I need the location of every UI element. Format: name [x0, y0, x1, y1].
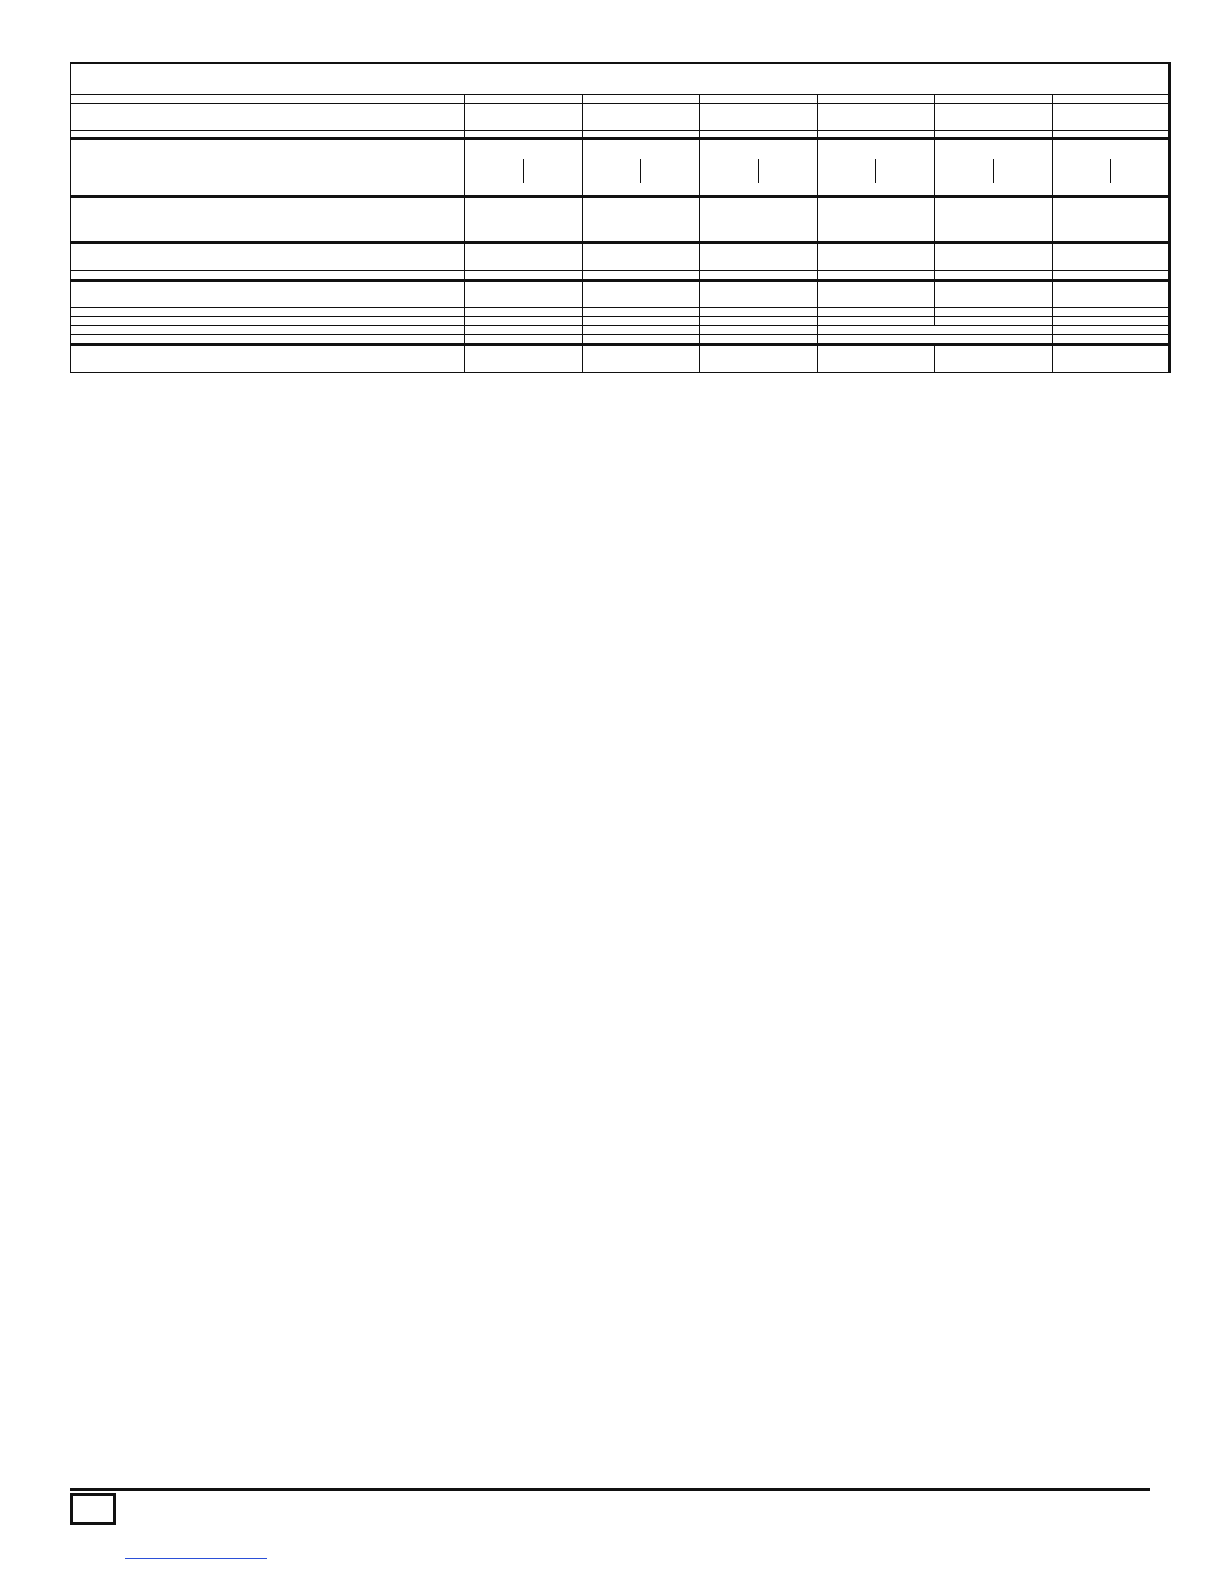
value-list — [818, 271, 935, 279]
blank-line — [585, 142, 698, 160]
section-labels — [71, 308, 465, 317]
model-header — [700, 95, 818, 104]
value — [582, 130, 700, 138]
page-number — [70, 1493, 116, 1525]
value-list — [465, 308, 582, 316]
value-list — [700, 282, 817, 308]
blank-line — [1055, 200, 1167, 218]
value — [935, 130, 1053, 138]
blank-line — [820, 246, 933, 264]
value-cell — [817, 243, 935, 271]
row-label — [79, 218, 456, 236]
value-list — [818, 308, 935, 316]
value-cell — [817, 317, 935, 326]
gas-type-split — [702, 159, 815, 183]
value-list — [818, 104, 935, 130]
value-cell — [582, 270, 700, 280]
value-cell — [582, 345, 700, 373]
blank-line — [467, 348, 580, 366]
blank-line — [937, 348, 1050, 366]
value-list — [935, 244, 1052, 270]
section-labels — [71, 335, 465, 345]
blank-line — [467, 246, 580, 264]
value-cell — [1052, 138, 1170, 197]
value-cell — [1052, 335, 1170, 345]
blank-line — [585, 246, 698, 264]
value-list — [583, 308, 700, 316]
value-list — [700, 326, 817, 334]
model-header — [465, 95, 583, 104]
value-list — [935, 308, 1052, 316]
value-list — [583, 282, 700, 308]
blank-line — [702, 142, 815, 160]
value — [876, 159, 932, 183]
gas-type-split — [937, 159, 1050, 183]
blank-line — [702, 106, 815, 124]
value-cell — [817, 326, 1052, 335]
blank-line — [1055, 348, 1167, 366]
section-row — [71, 317, 1170, 326]
section-labels — [71, 243, 465, 271]
value-list — [1053, 308, 1169, 316]
value-list — [818, 244, 935, 270]
value — [820, 159, 877, 183]
label-list — [71, 140, 464, 160]
blank-line — [702, 284, 815, 302]
label-list — [71, 317, 464, 325]
value-list — [818, 346, 935, 372]
value-list — [700, 308, 817, 316]
blank-line — [585, 106, 698, 124]
value-cell — [465, 243, 583, 271]
value-list — [700, 317, 817, 325]
value-list — [700, 198, 817, 224]
value-list — [1053, 198, 1169, 224]
value-list — [935, 104, 1052, 130]
value-list — [700, 346, 817, 372]
value-cell — [582, 197, 700, 243]
value-cell — [817, 104, 935, 131]
value-list — [700, 335, 817, 343]
section-row — [71, 270, 1170, 280]
value-cell — [700, 104, 818, 131]
section-labels — [71, 345, 465, 373]
value-list — [700, 104, 817, 130]
value-list — [583, 104, 700, 130]
blank-line — [702, 246, 815, 264]
value-cell — [465, 335, 583, 345]
value-cell — [935, 345, 1053, 373]
blank-line — [820, 348, 933, 366]
gas-type-split — [820, 159, 933, 183]
label-list — [71, 326, 464, 334]
value-list — [935, 317, 1052, 325]
value-list — [465, 282, 582, 308]
value-cell — [582, 308, 700, 317]
value-cell — [700, 317, 818, 326]
value-cell — [817, 308, 935, 317]
blank-line — [937, 106, 1050, 124]
value — [700, 130, 818, 138]
blank-line — [1055, 246, 1167, 264]
value-cell — [817, 335, 1052, 345]
value-list — [465, 346, 582, 372]
value — [1111, 159, 1166, 183]
blank-line — [467, 142, 580, 160]
value-cell — [817, 345, 935, 373]
value-cell — [700, 308, 818, 317]
value — [1055, 159, 1111, 183]
gas-type-split — [585, 159, 698, 183]
value-list — [583, 335, 700, 343]
value-cell — [935, 308, 1053, 317]
label-list — [71, 282, 464, 290]
blank-line — [820, 106, 933, 124]
value-list — [465, 244, 582, 270]
value-cell — [817, 197, 935, 243]
value-cell — [465, 104, 583, 131]
value — [994, 159, 1050, 183]
specifications-table — [70, 62, 1171, 373]
label-list — [71, 335, 464, 343]
value-list — [465, 335, 582, 343]
value-list — [465, 198, 582, 224]
blank-line — [937, 284, 1050, 302]
blank-line — [1055, 284, 1167, 302]
blank-line — [467, 284, 580, 302]
spacer — [79, 148, 456, 154]
value-cell — [582, 280, 700, 308]
value-list — [1053, 271, 1169, 279]
value-cell — [935, 317, 1053, 326]
blank-line — [937, 246, 1050, 264]
value-list — [818, 140, 935, 196]
blank-line — [1055, 142, 1167, 160]
model-header — [935, 95, 1053, 104]
section-labels — [71, 326, 465, 335]
section-labels — [71, 138, 465, 197]
value-list — [1053, 140, 1169, 196]
value-cell — [935, 270, 1053, 280]
value-list — [1053, 335, 1169, 343]
section-row — [71, 243, 1170, 271]
value — [641, 159, 697, 183]
value — [702, 159, 759, 183]
blank-line — [585, 348, 698, 366]
page-title — [71, 64, 1170, 95]
value-list — [700, 271, 817, 279]
electrical-row — [71, 130, 1170, 138]
model-header — [817, 95, 935, 104]
value-cell — [700, 345, 818, 373]
value-cell — [1052, 280, 1170, 308]
high-alt-long-vent-row — [71, 335, 1170, 345]
value-cell — [582, 104, 700, 131]
model-header — [1052, 95, 1170, 104]
value-list — [1053, 317, 1169, 325]
section-labels — [71, 197, 465, 243]
label-list — [71, 271, 464, 279]
value-list — [583, 317, 700, 325]
label-list — [71, 346, 464, 354]
model-header — [582, 95, 700, 104]
value-cell — [1052, 270, 1170, 280]
value-cell — [582, 243, 700, 271]
value-cell — [465, 345, 583, 373]
value-list — [700, 244, 817, 270]
value-list — [935, 271, 1052, 279]
section-labels — [71, 104, 465, 131]
value-cell — [465, 197, 583, 243]
blank-line — [820, 200, 933, 218]
value — [524, 159, 580, 183]
value-cell — [1052, 326, 1170, 335]
label-list — [71, 308, 464, 316]
value-cell — [817, 270, 935, 280]
value-cell — [700, 138, 818, 197]
section-labels — [71, 270, 465, 280]
value-cell — [935, 280, 1053, 308]
value-list — [583, 140, 700, 196]
value-list — [818, 317, 935, 325]
blank-line — [702, 200, 815, 218]
value-cell — [700, 197, 818, 243]
label-list — [71, 104, 464, 112]
section-row — [71, 308, 1170, 317]
fan-controls-row — [71, 197, 1170, 243]
long-vent-row — [71, 326, 1170, 335]
value-cell — [465, 317, 583, 326]
value-list — [935, 140, 1052, 196]
link-underline — [125, 1558, 267, 1559]
value — [585, 159, 642, 183]
row-label — [71, 130, 465, 138]
value-cell — [465, 270, 583, 280]
value — [465, 130, 583, 138]
value-cell — [935, 104, 1053, 131]
section-row — [71, 345, 1170, 373]
value-list — [583, 198, 700, 224]
value-cell — [700, 335, 818, 345]
value-cell — [465, 326, 583, 335]
value-cell — [582, 326, 700, 335]
value-cell — [817, 138, 935, 197]
value — [759, 159, 815, 183]
value — [817, 130, 935, 138]
value-cell — [465, 280, 583, 308]
footer-rule — [70, 1488, 1150, 1491]
gas-type-split — [1055, 159, 1167, 183]
value-list — [465, 317, 582, 325]
value-list — [935, 346, 1052, 372]
value-cell — [1052, 243, 1170, 271]
value-list — [465, 326, 582, 334]
value-list — [1053, 346, 1169, 372]
value-cell — [817, 280, 935, 308]
value-list — [935, 198, 1052, 224]
value-cell — [935, 243, 1053, 271]
label-list — [71, 244, 464, 252]
value-cell — [1052, 317, 1170, 326]
value-list — [818, 282, 935, 308]
value-list — [583, 346, 700, 372]
blank-line — [820, 142, 933, 160]
model-header-row — [71, 95, 1170, 104]
section-row — [71, 280, 1170, 308]
section-labels — [71, 317, 465, 326]
value-list — [700, 140, 817, 196]
gas-type-split — [467, 159, 580, 183]
value-list — [1053, 326, 1169, 334]
value-list — [935, 282, 1052, 308]
value-list — [583, 326, 700, 334]
gas-ignition-row — [71, 138, 1170, 197]
value-list — [465, 140, 582, 196]
blank-line — [585, 200, 698, 218]
value-list — [465, 104, 582, 130]
value-cell — [1052, 308, 1170, 317]
value — [937, 159, 994, 183]
value-cell — [1052, 345, 1170, 373]
value-cell — [465, 308, 583, 317]
value-cell — [700, 243, 818, 271]
value-cell — [465, 138, 583, 197]
value-list — [818, 198, 935, 224]
section-labels — [71, 280, 465, 308]
value-cell — [582, 335, 700, 345]
blank-line — [820, 284, 933, 302]
value-list — [583, 271, 700, 279]
value-cell — [700, 326, 818, 335]
label-list — [71, 198, 464, 241]
value-list — [1053, 244, 1169, 270]
value — [467, 159, 524, 183]
blank-line — [585, 284, 698, 302]
blank-line — [702, 348, 815, 366]
value-cell — [1052, 104, 1170, 131]
row-label — [79, 200, 456, 218]
value-list — [583, 244, 700, 270]
value-cell — [935, 197, 1053, 243]
blank-line — [937, 200, 1050, 218]
blank-line — [937, 142, 1050, 160]
section-row — [71, 104, 1170, 131]
value-cell — [935, 138, 1053, 197]
value-cell — [700, 280, 818, 308]
value-list — [465, 271, 582, 279]
blank-line — [467, 106, 580, 124]
value-cell — [582, 317, 700, 326]
blank-line — [1055, 106, 1167, 124]
value-list — [818, 335, 1052, 343]
blank-line — [467, 200, 580, 218]
value-cell — [1052, 197, 1170, 243]
value — [1052, 130, 1170, 138]
value-cell — [582, 138, 700, 197]
value-list — [1053, 104, 1169, 130]
value-cell — [700, 270, 818, 280]
value-list — [1053, 282, 1169, 308]
value-list — [818, 326, 1052, 334]
